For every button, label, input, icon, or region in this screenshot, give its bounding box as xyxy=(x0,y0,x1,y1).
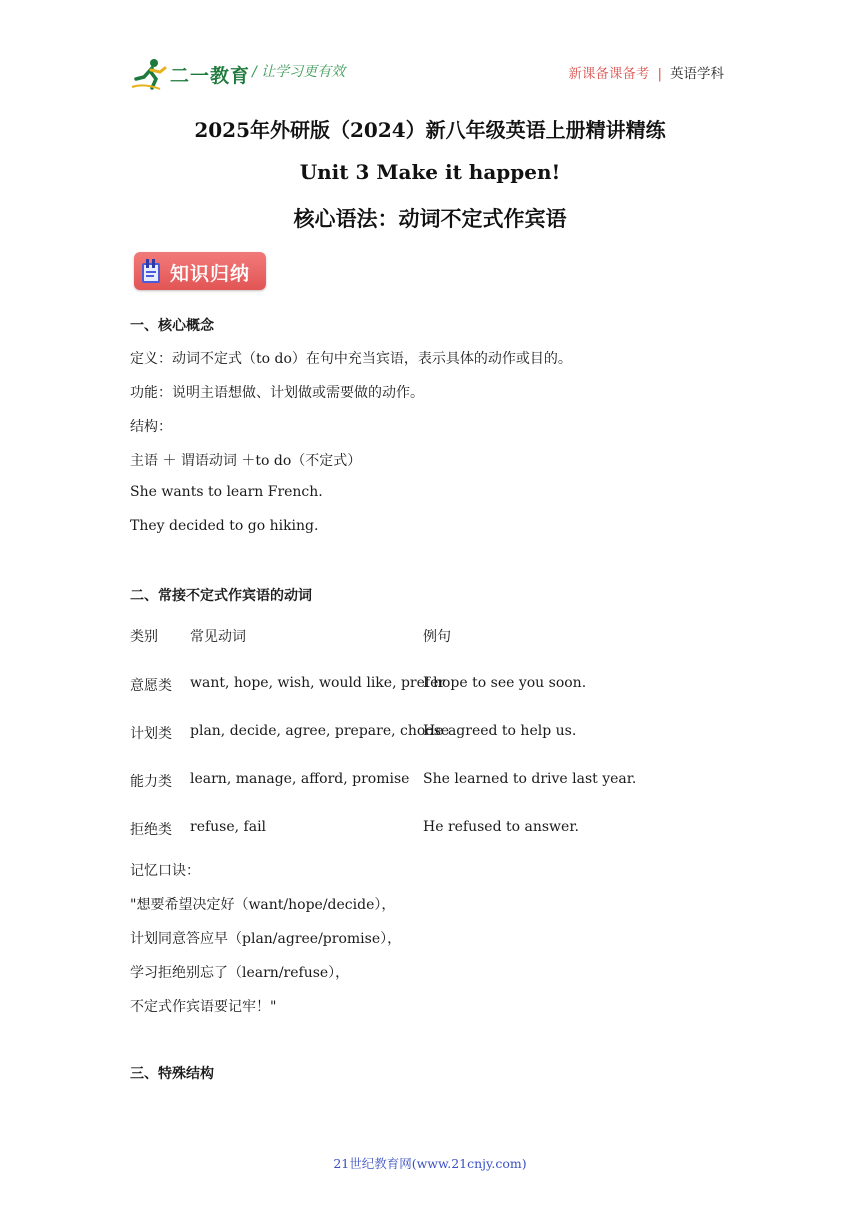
mnemonic-line: 学习拒绝别忘了（learn/refuse）， xyxy=(130,965,350,981)
book-icon xyxy=(140,257,162,285)
table-cell: plan, decide, agree, prepare, choose xyxy=(190,723,450,739)
mnemonic-line: "想要希望决定好（want/hope/decide）， xyxy=(130,897,396,913)
example-sentence: They decided to go hiking. xyxy=(130,518,319,534)
header-tag-primary: 新课备课备考 xyxy=(568,66,650,82)
table-cell: He refused to answer. xyxy=(423,819,579,835)
table-cell: He agreed to help us. xyxy=(423,723,577,739)
unit-title: Unit 3 Make it happen! xyxy=(299,160,561,184)
table-cell: She learned to drive last year. xyxy=(423,771,637,787)
section2-heading: 二、常接不定式作宾语的动词 xyxy=(130,588,312,604)
table-cell: refuse, fail xyxy=(190,819,267,835)
logo xyxy=(130,57,250,91)
logo-text: 二一教育 xyxy=(170,65,251,87)
header-tag-subject: 英语学科 xyxy=(670,66,724,82)
table-cell: I hope to see you soon. xyxy=(423,675,587,691)
table-cell: 意愿类 xyxy=(130,678,172,694)
header-separator: | xyxy=(657,66,662,82)
knowledge-summary-badge xyxy=(134,252,266,290)
runner-logo-icon xyxy=(130,57,170,91)
mnemonic-label: 记忆口诀： xyxy=(130,863,200,879)
table-header-cell: 例句 xyxy=(423,629,451,645)
document-title: 2025年外研版（2024）新八年级英语上册精讲精练 xyxy=(194,118,666,142)
table-cell: 能力类 xyxy=(130,774,172,790)
badge-label: 知识归纳 xyxy=(170,263,251,285)
structure-formula: 主语 ＋ 谓语动词 ＋to do（不定式） xyxy=(130,453,362,469)
footer-link[interactable]: 21世纪教育网(www.21cnjy.com) xyxy=(333,1156,527,1171)
grammar-topic-title: 核心语法：动词不定式作宾语 xyxy=(293,206,567,231)
table-cell: 计划类 xyxy=(130,726,172,742)
definition-text: 定义：动词不定式（to do）在句中充当宾语，表示具体的动作或目的。 xyxy=(130,351,572,367)
section3-heading: 三、特殊结构 xyxy=(130,1066,214,1082)
table-cell: learn, manage, afford, promise xyxy=(190,771,410,787)
slogan: / 让学习更有效 xyxy=(252,64,346,80)
mnemonic-line: 不定式作宾语要记牢！" xyxy=(130,999,277,1015)
example-sentence: She wants to learn French. xyxy=(130,484,323,500)
table-header-cell: 常见动词 xyxy=(190,629,246,645)
page-header xyxy=(130,55,730,91)
structure-label: 结构： xyxy=(130,419,172,435)
mnemonic-line: 计划同意答应早（plan/agree/promise）， xyxy=(130,931,402,947)
function-text: 功能：说明主语想做、计划做或需要做的动作。 xyxy=(130,385,424,401)
header-right xyxy=(568,62,724,82)
section1-heading: 一、核心概念 xyxy=(130,318,214,334)
table-header-cell: 类别 xyxy=(130,629,158,645)
table-cell: want, hope, wish, would like, prefer xyxy=(190,675,446,691)
table-cell: 拒绝类 xyxy=(130,822,172,838)
